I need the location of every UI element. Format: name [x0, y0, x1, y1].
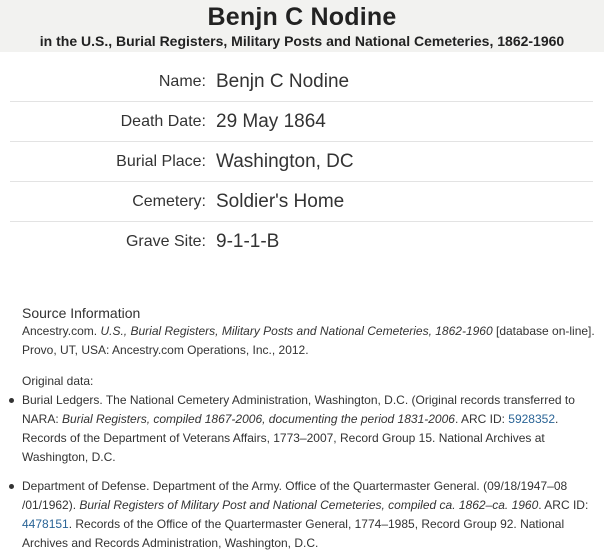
fact-value: 29 May 1864	[216, 110, 326, 132]
bullet-icon	[9, 484, 14, 489]
item-text: . Records of the Department of Veterans Affairs, 1773–2007, Record Group 15. National Archives at Washington, D.C.	[22, 412, 559, 464]
record-header	[0, 0, 604, 52]
source-heading: Source Information	[22, 305, 141, 321]
fact-row-cemetery	[10, 182, 593, 222]
item-italic-title: Burial Registers, compiled 1867-2006, documenting the period 1831-2006	[62, 412, 455, 426]
fact-value: Soldier's Home	[216, 190, 345, 212]
list-item	[22, 477, 597, 553]
item-text: . ARC ID:	[454, 412, 509, 426]
fact-row-grave-site	[10, 222, 593, 262]
fact-label: Cemetery:	[132, 192, 206, 210]
collection-subtitle: in the U.S., Burial Registers, Military Posts and National Cemeteries, 1862-1960	[39, 33, 565, 49]
citation-suffix: [database on-line]. Provo, UT, USA: Ancestry.com Operations, Inc., 2012.	[22, 324, 595, 357]
fact-row-name	[10, 62, 593, 102]
facts-table	[10, 62, 593, 262]
source-information	[22, 304, 597, 553]
item-text: Burial Ledgers. The National Cemetery Administration, Washington, D.C. (Original records transferred to NARA:	[22, 393, 575, 426]
fact-label: Name:	[158, 72, 206, 90]
item-text: Department of Defense. Department of the Army. Office of the Quartermaster General. (09/18/1947–08 /01/1962).	[22, 479, 568, 512]
fact-row-death-date	[10, 102, 593, 142]
item-italic-title: Burial Registers of Military Post and National Cemeteries, compiled ca. 1862–ca. 1960	[79, 498, 539, 512]
list-item	[22, 391, 597, 467]
arc-id-link[interactable]: 4478151	[22, 517, 69, 531]
original-data-label: Original data:	[22, 374, 94, 388]
citation-title: U.S., Burial Registers, Military Posts and National Cemeteries, 1862-1960	[100, 324, 493, 338]
fact-value: Benjn C Nodine	[216, 70, 350, 92]
fact-label: Death Date:	[120, 112, 206, 130]
item-text: . ARC ID:	[538, 498, 589, 512]
source-citation	[22, 322, 597, 360]
item-text: . Records of the Office of the Quartermaster General, 1774–1985, Record Group 92. National Archives and Records Administration, Washington, D.C.	[22, 517, 565, 550]
original-data-list	[22, 391, 597, 553]
arc-id-link[interactable]: 5928352	[508, 412, 555, 426]
fact-value: 9-1-1-B	[216, 231, 280, 252]
bullet-icon	[9, 398, 14, 403]
fact-label: Grave Site:	[125, 233, 206, 250]
fact-label: Burial Place:	[116, 152, 206, 170]
fact-value: Washington, DC	[216, 150, 354, 172]
citation-prefix: Ancestry.com.	[22, 324, 101, 338]
page-title: Benjn C Nodine	[207, 3, 397, 31]
fact-row-burial-place	[10, 142, 593, 182]
